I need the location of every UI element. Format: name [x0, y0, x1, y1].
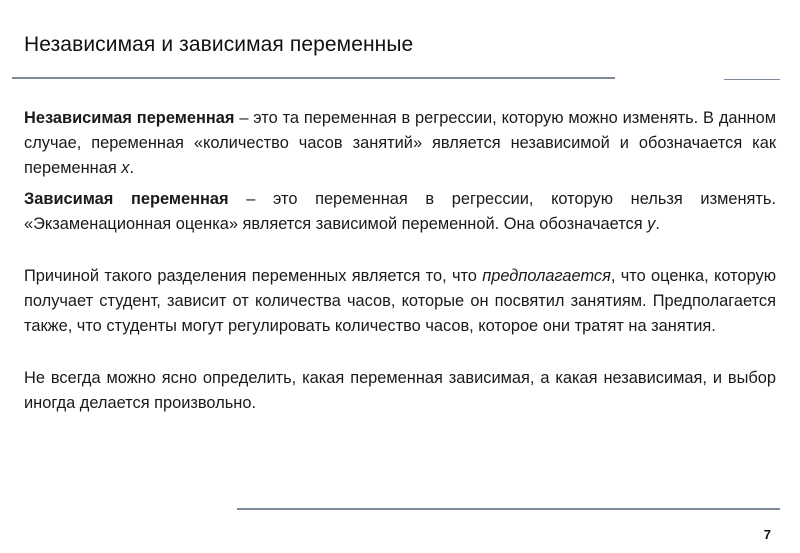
footer-rule [237, 508, 780, 510]
paragraph-arbitrary-choice [24, 366, 776, 416]
paragraph-dependent-variable [24, 187, 776, 237]
paragraph-text: . [655, 215, 660, 233]
paragraph-independent-variable [24, 106, 776, 181]
emphasis-assumed: предполагается [482, 267, 611, 285]
term-dependent-variable: Зависимая переменная [24, 190, 229, 208]
variable-symbol-y: y [647, 215, 656, 233]
title-underline-accent [724, 79, 780, 80]
page-number: 7 [763, 527, 771, 542]
slide-body [24, 106, 776, 416]
paragraph-text: Не всегда можно ясно определить, какая переменная зависимая, а какая независимая, и выбор иногда делается произвольно. [24, 369, 776, 412]
paragraph-text: – это переменная в регрессии, которую нельзя изменять. «Экзаменационная оценка» является зависимой переменной. Она обозначается [24, 190, 776, 233]
variable-symbol-x: x [121, 159, 130, 177]
slide-title: Независимая и зависимая переменные [24, 33, 414, 56]
title-underline [12, 77, 615, 79]
paragraph-text: Причиной такого разделения переменных является то, что [24, 267, 483, 285]
paragraph-text: , что оценка, которую получает студент, зависит от количества часов, которые он посвятил занятиям. Предполагается также, что студенты могут регулировать количество часов, которое они тратят на занятия. [24, 267, 776, 335]
term-independent-variable: Независимая переменная [24, 109, 235, 127]
paragraph-text: . [129, 159, 135, 177]
paragraph-text: – это та переменная в регрессии, которую можно изменять. В данном случае, переменная «количество часов занятий» является независимой и обозначается как переменная [24, 109, 776, 177]
paragraph-reason [24, 264, 776, 339]
